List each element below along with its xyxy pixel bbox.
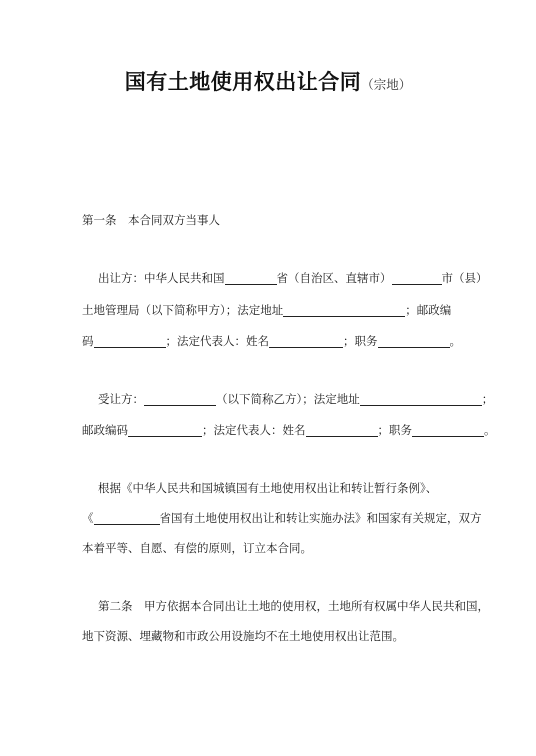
transferor-postcode-blank[interactable]	[94, 335, 166, 348]
transferor-line-1	[98, 270, 488, 286]
basis-line-1: 根据《中华人民共和国城镇国有土地使用权出让和转让暂行条例》、	[98, 481, 438, 495]
book-title-mark: 《	[82, 511, 94, 525]
transferee-line-1	[98, 391, 494, 407]
transferee-rep-name-label: ；法定代表人：姓名	[202, 423, 306, 437]
article-2-line-2: 地下资源、埋藏物和市政公用设施均不在土地使用权出让范围。	[82, 629, 404, 643]
transferor-postcode-label: ；邮政编	[405, 303, 452, 317]
period: 。	[449, 334, 461, 348]
transferee-name-blank[interactable]	[144, 393, 216, 406]
transferor-line-3	[82, 333, 472, 349]
article-1-heading: 第一条 本合同双方当事人	[82, 213, 220, 227]
transferor-address-blank[interactable]	[283, 304, 405, 317]
transferee-rep-title-blank[interactable]	[412, 424, 484, 437]
transferee-rep-name-blank[interactable]	[306, 424, 378, 437]
period: 。	[484, 423, 496, 437]
document-title	[0, 66, 536, 96]
title-sub: （宗地）	[361, 77, 412, 92]
province-blank[interactable]	[225, 272, 277, 285]
transferor-address-label: 土地管理局（以下简称甲方）；法定地址	[82, 303, 284, 317]
transferor-label: 出让方：中华人民共和国	[98, 271, 225, 285]
basis-line-3: 本着平等、自愿、有偿的原则，订立本合同。	[82, 541, 312, 555]
transferee-label: 受让方：	[98, 392, 144, 406]
title-main: 国有土地使用权出让合同	[124, 70, 362, 94]
transferee-address-label: （以下简称乙方）；法定地址	[216, 392, 360, 406]
city-text: 市（县）	[441, 271, 488, 285]
semicolon: ；	[481, 392, 494, 406]
transferor-postcode-label-cont: 码	[82, 334, 94, 348]
transferee-rep-title-label: ；职务	[377, 423, 412, 437]
basis-province-blank[interactable]	[94, 512, 160, 525]
transferor-line-2	[82, 302, 472, 318]
basis-line-2	[82, 510, 482, 526]
transferee-line-2	[82, 422, 496, 438]
province-text: 省（自治区、直辖市）	[276, 271, 392, 285]
city-blank[interactable]	[392, 272, 442, 285]
article-2-line-1: 第二条 甲方依据本合同出让土地的使用权，土地所有权属中华人民共和国，	[98, 599, 489, 613]
transferee-address-blank[interactable]	[360, 393, 482, 406]
transferee-postcode-blank[interactable]	[128, 424, 202, 437]
transferor-rep-title-label: ；职务	[343, 334, 378, 348]
transferee-postcode-label: 邮政编码	[82, 423, 128, 437]
transferor-rep-title-blank[interactable]	[378, 335, 450, 348]
basis-line-2-text: 省国有土地使用权出让和转让实施办法》和国家有关规定，双方	[159, 511, 482, 525]
transferor-rep-name-label: ；法定代表人：姓名	[165, 334, 269, 348]
transferor-rep-name-blank[interactable]	[269, 335, 343, 348]
